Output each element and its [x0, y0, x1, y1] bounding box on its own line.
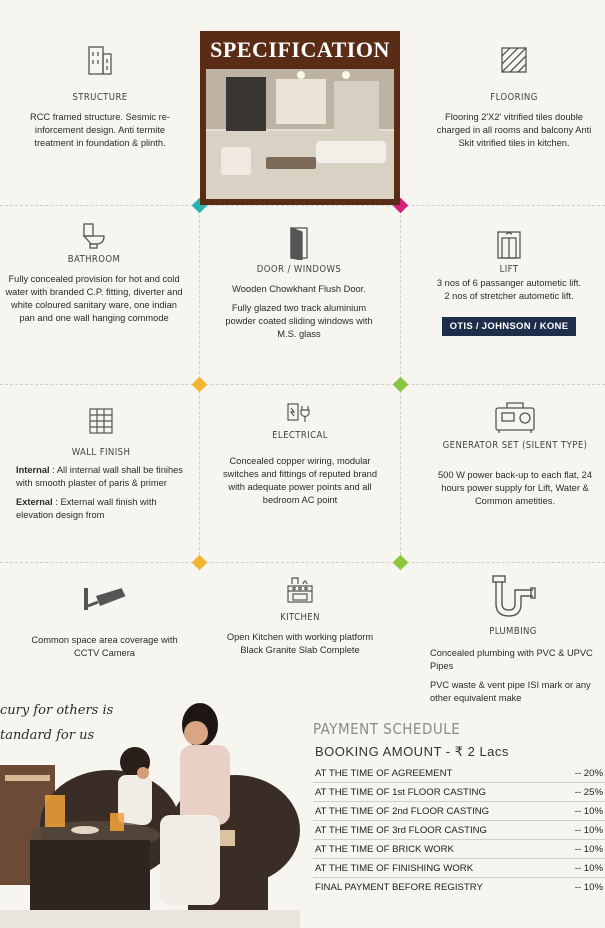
payment-row — [313, 782, 605, 802]
toilet-icon — [81, 222, 107, 250]
spec-desc: 3 nos of 6 passanger autometic lift. — [436, 278, 582, 288]
payment-row — [313, 820, 605, 840]
lift-brands-badge: OTIS / JOHNSON / KONE — [442, 317, 577, 336]
green-diamond — [393, 377, 409, 393]
floor-tile-icon — [500, 46, 528, 74]
payment-percent: -- 20% — [574, 768, 603, 779]
pipe-icon — [489, 574, 537, 622]
spec-desc: Common space area coverage with CCTV Camera — [31, 635, 178, 658]
spec-bathroom — [4, 222, 184, 325]
spec-desc: Concealed plumbing with PVC & UPVC Pipes — [430, 648, 593, 671]
spec-generator — [428, 400, 602, 508]
internal-text: : All internal wall shall be finihes with smooth plaster of paris & primer — [16, 465, 183, 488]
payment-schedule-title: PAYMENT SCHEDULE — [313, 720, 461, 738]
payment-row — [313, 801, 605, 821]
spec-cctv — [22, 584, 187, 660]
building-icon — [86, 44, 114, 76]
spec-title: ELECTRICAL — [272, 430, 328, 441]
lift-icon — [496, 230, 522, 260]
spec-lift — [420, 230, 598, 336]
spec-desc: Wooden Chowkhant Flush Door. — [232, 284, 366, 294]
living-room-photo — [206, 69, 394, 199]
payment-row — [313, 877, 605, 896]
door-icon — [286, 226, 312, 260]
payment-percent: -- 10% — [574, 806, 603, 817]
payment-stage: AT THE TIME OF 3rd FLOOR CASTING — [315, 825, 488, 836]
spec-title: BATHROOM — [67, 254, 121, 265]
payment-stage: AT THE TIME OF 2nd FLOOR CASTING — [315, 806, 490, 817]
spec-desc: RCC framed structure. Sesmic re-inforcement design. Anti termite treatment in foundation & plinth. — [30, 112, 170, 148]
yellow-diamond — [192, 555, 208, 571]
spec-title: STRUCTURE — [72, 92, 128, 103]
spec-structure — [20, 44, 180, 150]
kitchen-stove-icon — [285, 574, 315, 604]
payment-stage: AT THE TIME OF 1st FLOOR CASTING — [315, 787, 486, 798]
page-title: SPECIFICATION — [210, 37, 390, 62]
grid-divider — [0, 562, 605, 563]
payment-stage: AT THE TIME OF BRICK WORK — [315, 844, 454, 855]
payment-percent: -- 10% — [574, 844, 603, 855]
booking-amount: BOOKING AMOUNT - ₹ 2 Lacs — [315, 744, 509, 759]
cctv-camera-icon — [82, 584, 128, 618]
external-text: : External wall finish with elevation design from — [16, 497, 157, 520]
spec-desc: Open Kitchen with working platform Black Granite Slab Complete — [226, 632, 374, 655]
spec-desc: Flooring 2'X2' vitrified tiles double charged in all rooms and balcony Anti Skit vitrified tiles in kitchen. — [436, 112, 592, 148]
spec-electrical — [222, 400, 378, 507]
spec-desc: Fully concealed provision for hot and cold water with branded C.P. fitting, diverter and white coloured sanitary ware, one indian pan and one wall hanging commode — [5, 274, 183, 323]
payment-stage: AT THE TIME OF AGREEMENT — [315, 768, 453, 779]
family-photo — [0, 695, 300, 928]
spec-title: WALL FINISH — [71, 447, 131, 458]
spec-plumbing — [428, 574, 598, 705]
payment-row — [313, 839, 605, 859]
specification-banner — [200, 31, 400, 205]
spec-desc: 500 W power back-up to each flat, 24 hours power supply for Lift, Water & Common ametities. — [437, 470, 592, 506]
spec-desc: Concealed copper wiring, modular switches and fittings of reputed brand with adequate power points and all bedroom AC point — [222, 456, 377, 505]
spec-title: FLOORING — [490, 92, 538, 103]
external-label: External — [16, 497, 53, 507]
grid-divider — [0, 205, 605, 206]
brick-wall-icon — [88, 407, 114, 435]
spec-title: GENERATOR SET (SILENT TYPE) — [442, 440, 588, 451]
grid-divider — [0, 384, 605, 385]
internal-label: Internal — [16, 465, 50, 475]
payment-stage: FINAL PAYMENT BEFORE REGISTRY — [315, 882, 483, 893]
tagline-line-2: tandard for us — [0, 728, 95, 743]
spec-wall-finish — [16, 407, 186, 522]
payment-stage: AT THE TIME OF FINISHING WORK — [315, 863, 474, 874]
spec-desc: PVC waste & vent pipe ISI mark or any other equivalent make — [430, 680, 591, 703]
payment-row — [313, 763, 605, 783]
spec-title: LIFT — [499, 264, 519, 275]
spec-title: DOOR / WINDOWS — [256, 264, 342, 275]
spec-desc: 2 nos of stretcher autometic lift. — [444, 291, 574, 301]
spec-title: KITCHEN — [280, 612, 320, 623]
spec-flooring — [430, 46, 598, 150]
payment-percent: -- 10% — [574, 882, 603, 893]
yellow-diamond — [192, 377, 208, 393]
payment-percent: -- 25% — [574, 787, 603, 798]
tagline-line-1: cury for others is — [0, 703, 114, 718]
green-diamond — [393, 555, 409, 571]
payment-row — [313, 858, 605, 878]
spec-door-windows — [220, 226, 378, 341]
electrical-plug-icon — [286, 400, 314, 426]
spec-kitchen — [226, 574, 374, 657]
wall-internal — [16, 464, 186, 490]
payment-percent: -- 10% — [574, 825, 603, 836]
wall-external — [16, 496, 186, 522]
generator-icon — [493, 400, 537, 434]
spec-desc: Fully glazed two track aluminium powder coated sliding windows with M.S. glass — [225, 303, 373, 339]
spec-title: PLUMBING — [489, 626, 537, 637]
payment-percent: -- 10% — [574, 863, 603, 874]
